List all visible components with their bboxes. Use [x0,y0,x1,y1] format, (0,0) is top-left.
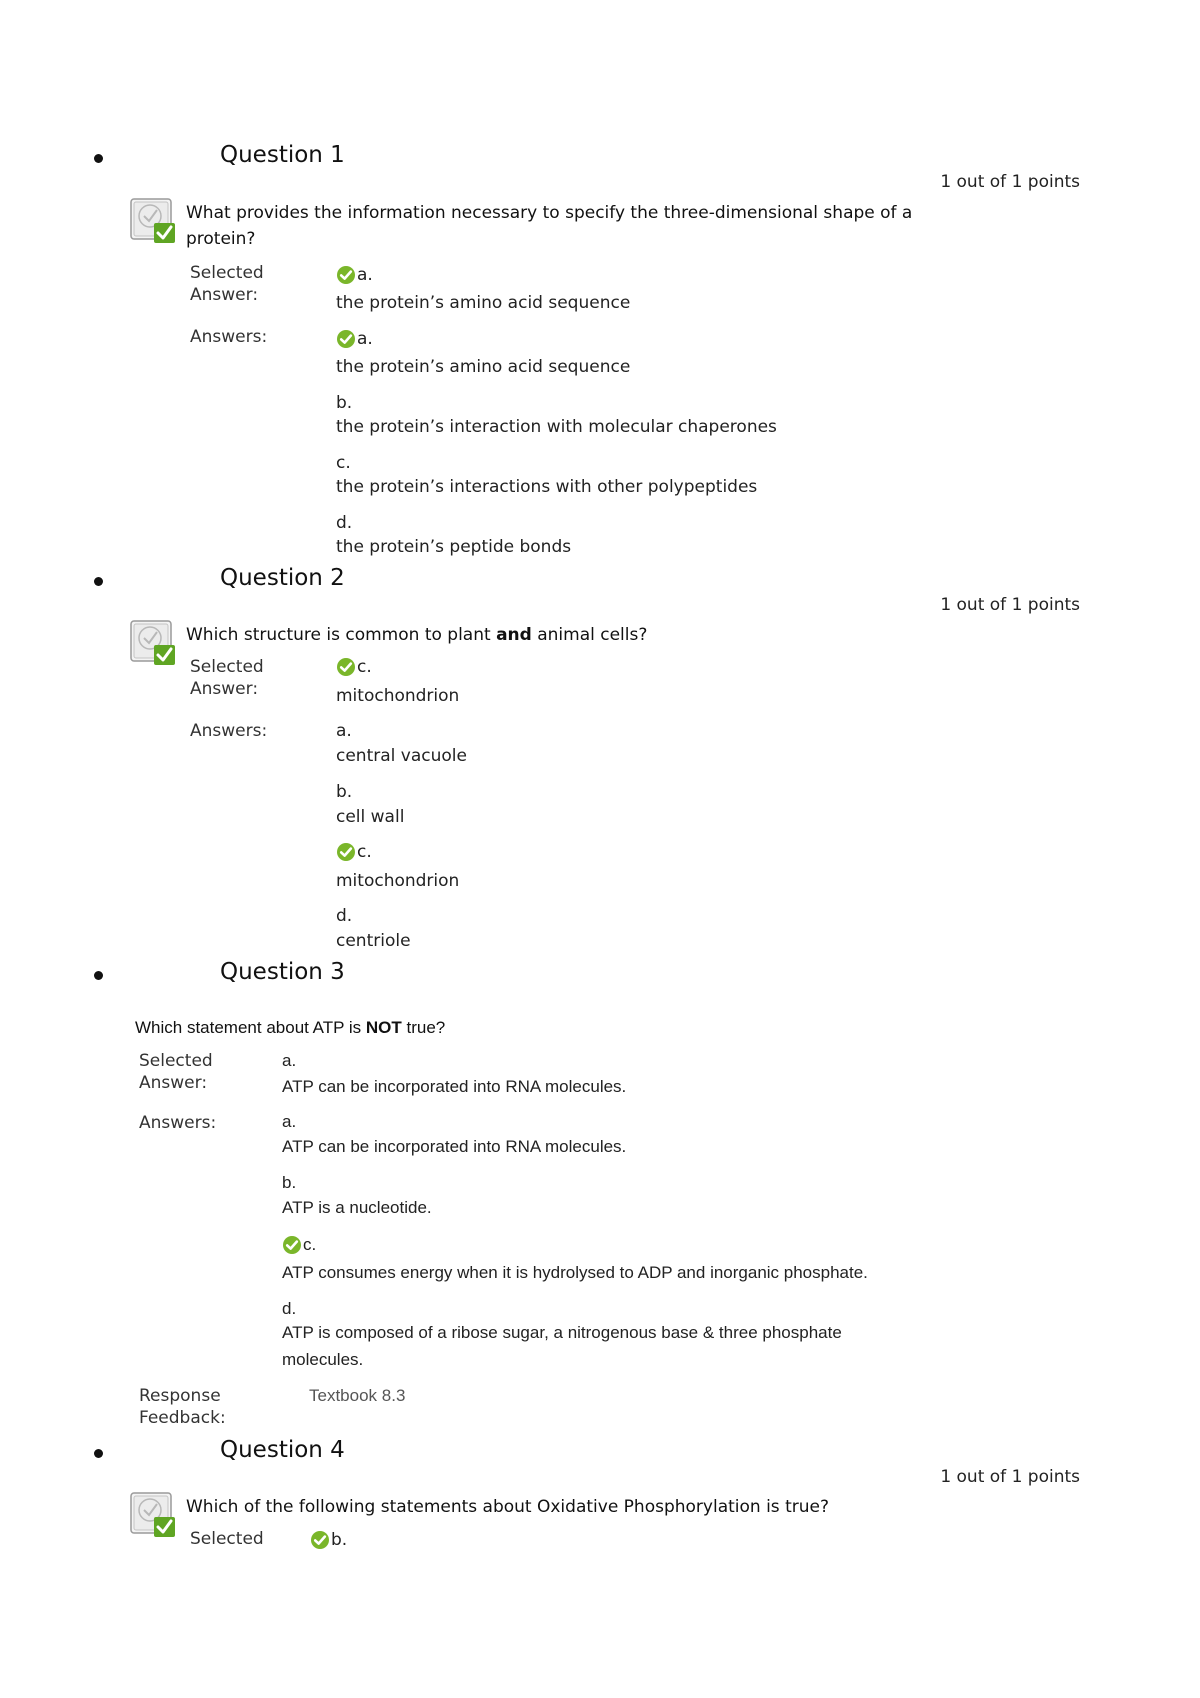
selected-answer-letter [310,1529,347,1551]
answer-letter [282,1234,316,1256]
graded-correct-icon [128,1490,178,1540]
list-bullet [94,577,103,586]
feedback-label-line1: Response [139,1386,221,1406]
question-2-title: Question 2 [220,565,345,591]
answer-letter: d. [282,1299,297,1318]
question-1-points: 1 out of 1 points [940,172,1080,192]
answer-letter: d. [336,513,353,533]
answer-letter: b. [336,782,353,802]
selected-answer-letter [336,656,372,678]
graded-correct-icon [128,618,178,668]
question-2-points: 1 out of 1 points [940,595,1080,615]
question-4-text: Which of the following statements about Oxidative Phosphorylation is true? [186,1497,829,1517]
response-feedback-label [139,1385,226,1429]
selected-label-line1: Selected [139,1051,213,1071]
answer-text: ATP consumes energy when it is hydrolysed to ADP and inorganic phosphate. [282,1263,868,1282]
question-2-text [186,622,647,648]
question-1-title: Question 1 [220,142,345,168]
question-1-text [186,200,1026,252]
answer-letter [336,841,372,863]
text-part: Which structure is common to plant [186,625,497,645]
answer-text: cell wall [336,807,405,827]
answer-letter: a. [282,1112,297,1131]
selected-answer-label [139,1050,213,1094]
check-circle-icon [336,329,356,349]
answer-letter: a. [336,721,352,741]
text-part: true? [401,1018,446,1037]
answer-text: the protein’s amino acid sequence [336,357,631,377]
answer-text: ATP is a nucleotide. [282,1198,432,1217]
question-1-text-line1: What provides the information necessary to specify the three-dimensional shape of a [186,203,913,223]
answers-label: Answers: [190,327,268,347]
selected-answer-text: ATP can be incorporated into RNA molecules. [282,1077,627,1096]
answer-letter: d. [336,906,353,926]
answer-text-continued: molecules. [282,1350,364,1369]
question-3-text [135,1015,445,1041]
selected-label-line2: Answer: [190,679,259,699]
answer-text: ATP can be incorporated into RNA molecules. [282,1137,627,1156]
answer-text: mitochondrion [336,871,460,891]
question-4-points: 1 out of 1 points [940,1467,1080,1487]
answers-label: Answers: [139,1113,217,1133]
answer-letter [336,328,373,350]
list-bullet [94,971,103,980]
question-3-title: Question 3 [220,959,345,985]
selected-answer-letter [336,264,373,286]
check-circle-icon [336,265,356,285]
letter: c. [357,842,372,862]
selected-label-line1: Selected [190,657,264,677]
response-feedback-text: Textbook 8.3 [309,1386,406,1405]
answer-text: centriole [336,931,411,951]
answer-text: the protein’s peptide bonds [336,537,572,557]
selected-answer-text: mitochondrion [336,686,460,706]
answer-letter: b. [282,1173,297,1192]
check-circle-icon [282,1235,302,1255]
selected-label-line2: Answer: [139,1073,208,1093]
selected-answer-label: Selected [190,1529,264,1549]
letter: b. [331,1530,348,1550]
letter: a. [357,265,373,285]
answer-text: ATP is composed of a ribose sugar, a nitrogenous base & three phosphate [282,1323,842,1342]
letter: a. [357,329,373,349]
selected-answer-letter: a. [282,1051,297,1070]
selected-answer-label [190,656,264,700]
answer-text: the protein’s interactions with other polypeptides [336,477,758,497]
text-part: animal cells? [531,625,648,645]
check-circle-icon [310,1530,330,1550]
check-circle-icon [336,842,356,862]
selected-label-line2: Answer: [190,285,259,305]
selected-answer-label [190,262,264,306]
answers-label: Answers: [190,721,268,741]
answer-text: central vacuole [336,746,467,766]
answer-text: the protein’s interaction with molecular chaperones [336,417,777,437]
letter: c. [357,657,372,677]
text-emphasis: NOT [365,1018,402,1037]
check-circle-icon [336,657,356,677]
text-emphasis: and [496,625,532,645]
selected-label-line1: Selected [190,263,264,283]
text-part: Which statement about ATP is [135,1018,366,1037]
answer-letter: b. [336,393,353,413]
question-1-text-line2: protein? [186,229,256,249]
letter: c. [303,1235,317,1254]
answer-letter: c. [336,453,351,473]
question-4-title: Question 4 [220,1437,345,1463]
list-bullet [94,1449,103,1458]
selected-answer-text: the protein’s amino acid sequence [336,293,631,313]
graded-correct-icon [128,196,178,246]
feedback-label-line2: Feedback: [139,1408,226,1428]
list-bullet [94,154,103,163]
